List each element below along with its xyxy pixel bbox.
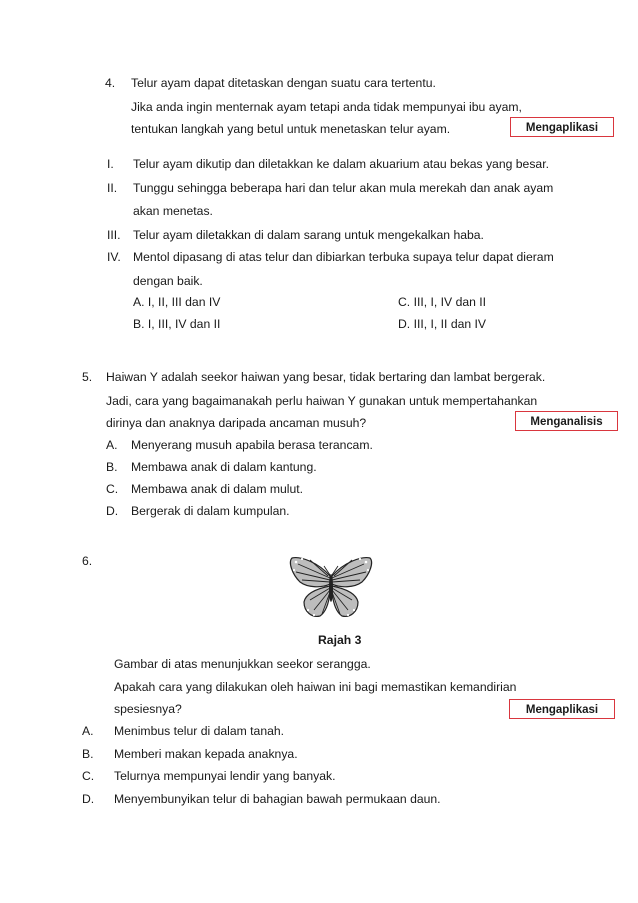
- statement-roman: I.: [107, 157, 114, 171]
- question-stem-line: Telur ayam dapat ditetaskan dengan suatu cara tertentu.: [131, 76, 436, 90]
- question-stem-line: Haiwan Y adalah seekor haiwan yang besar, tidak bertaring dan lambat bergerak.: [106, 370, 546, 384]
- answer-option-letter: C.: [82, 769, 95, 783]
- answer-option-b: B. I, III, IV dan II: [133, 317, 221, 331]
- answer-option-a: A. I, II, III dan IV: [133, 295, 221, 309]
- answer-option-letter: D.: [106, 504, 119, 518]
- statement-roman: IV.: [107, 250, 121, 264]
- statement-roman: III.: [107, 228, 121, 242]
- skill-level-badge: Mengaplikasi: [510, 117, 614, 137]
- statement-text: dengan baik.: [133, 274, 203, 288]
- question-stem-line: Jadi, cara yang bagaimanakah perlu haiwan Y gunakan untuk mempertahankan: [106, 394, 538, 408]
- figure-caption: Rajah 3: [318, 633, 362, 647]
- question-number: 6.: [82, 554, 93, 568]
- statement-text: Tunggu sehingga beberapa hari dan telur akan mula merekah dan anak ayam: [133, 181, 554, 195]
- answer-option-c: Telurnya mempunyai lendir yang banyak.: [114, 769, 336, 783]
- butterfly-icon: [288, 554, 374, 624]
- answer-option-d: Bergerak di dalam kumpulan.: [131, 504, 290, 518]
- answer-option-letter: C.: [106, 482, 119, 496]
- answer-option-letter: A.: [82, 724, 94, 738]
- statement-text: Mentol dipasang di atas telur dan dibiarkan terbuka supaya telur dapat dieram: [133, 250, 554, 264]
- answer-option-a: Menimbus telur di dalam tanah.: [114, 724, 285, 738]
- answer-option-d: D. III, I, II dan IV: [398, 317, 487, 331]
- answer-option-c: Membawa anak di dalam mulut.: [131, 482, 304, 496]
- question-stem-line: Jika anda ingin menternak ayam tetapi anda tidak mempunyai ibu ayam,: [131, 100, 522, 114]
- statement-roman: II.: [107, 181, 118, 195]
- question-stem-line: tentukan langkah yang betul untuk menetaskan telur ayam.: [131, 122, 451, 136]
- question-stem-line: Gambar di atas menunjukkan seekor serangga.: [114, 657, 371, 671]
- question-stem-line: spesiesnya?: [114, 702, 182, 716]
- answer-option-b: Membawa anak di dalam kantung.: [131, 460, 317, 474]
- question-number: 5.: [82, 370, 93, 384]
- question-stem-line: dirinya dan anaknya daripada ancaman musuh?: [106, 416, 367, 430]
- statement-text: Telur ayam diletakkan di dalam sarang untuk mengekalkan haba.: [133, 228, 484, 242]
- answer-option-letter: D.: [82, 792, 95, 806]
- answer-option-letter: B.: [82, 747, 94, 761]
- statement-text: akan menetas.: [133, 204, 213, 218]
- skill-level-badge: Menganalisis: [515, 411, 618, 431]
- answer-option-letter: B.: [106, 460, 118, 474]
- answer-option-a: Menyerang musuh apabila berasa terancam.: [131, 438, 373, 452]
- statement-text: Telur ayam dikutip dan diletakkan ke dalam akuarium atau bekas yang besar.: [133, 157, 549, 171]
- answer-option-d: Menyembunyikan telur di bahagian bawah permukaan daun.: [114, 792, 441, 806]
- answer-option-letter: A.: [106, 438, 118, 452]
- skill-level-badge: Mengaplikasi: [509, 699, 615, 719]
- answer-option-c: C. III, I, IV dan II: [398, 295, 487, 309]
- question-number: 4.: [105, 76, 116, 90]
- answer-option-b: Memberi makan kepada anaknya.: [114, 747, 298, 761]
- question-stem-line: Apakah cara yang dilakukan oleh haiwan ini bagi memastikan kemandirian: [114, 680, 517, 694]
